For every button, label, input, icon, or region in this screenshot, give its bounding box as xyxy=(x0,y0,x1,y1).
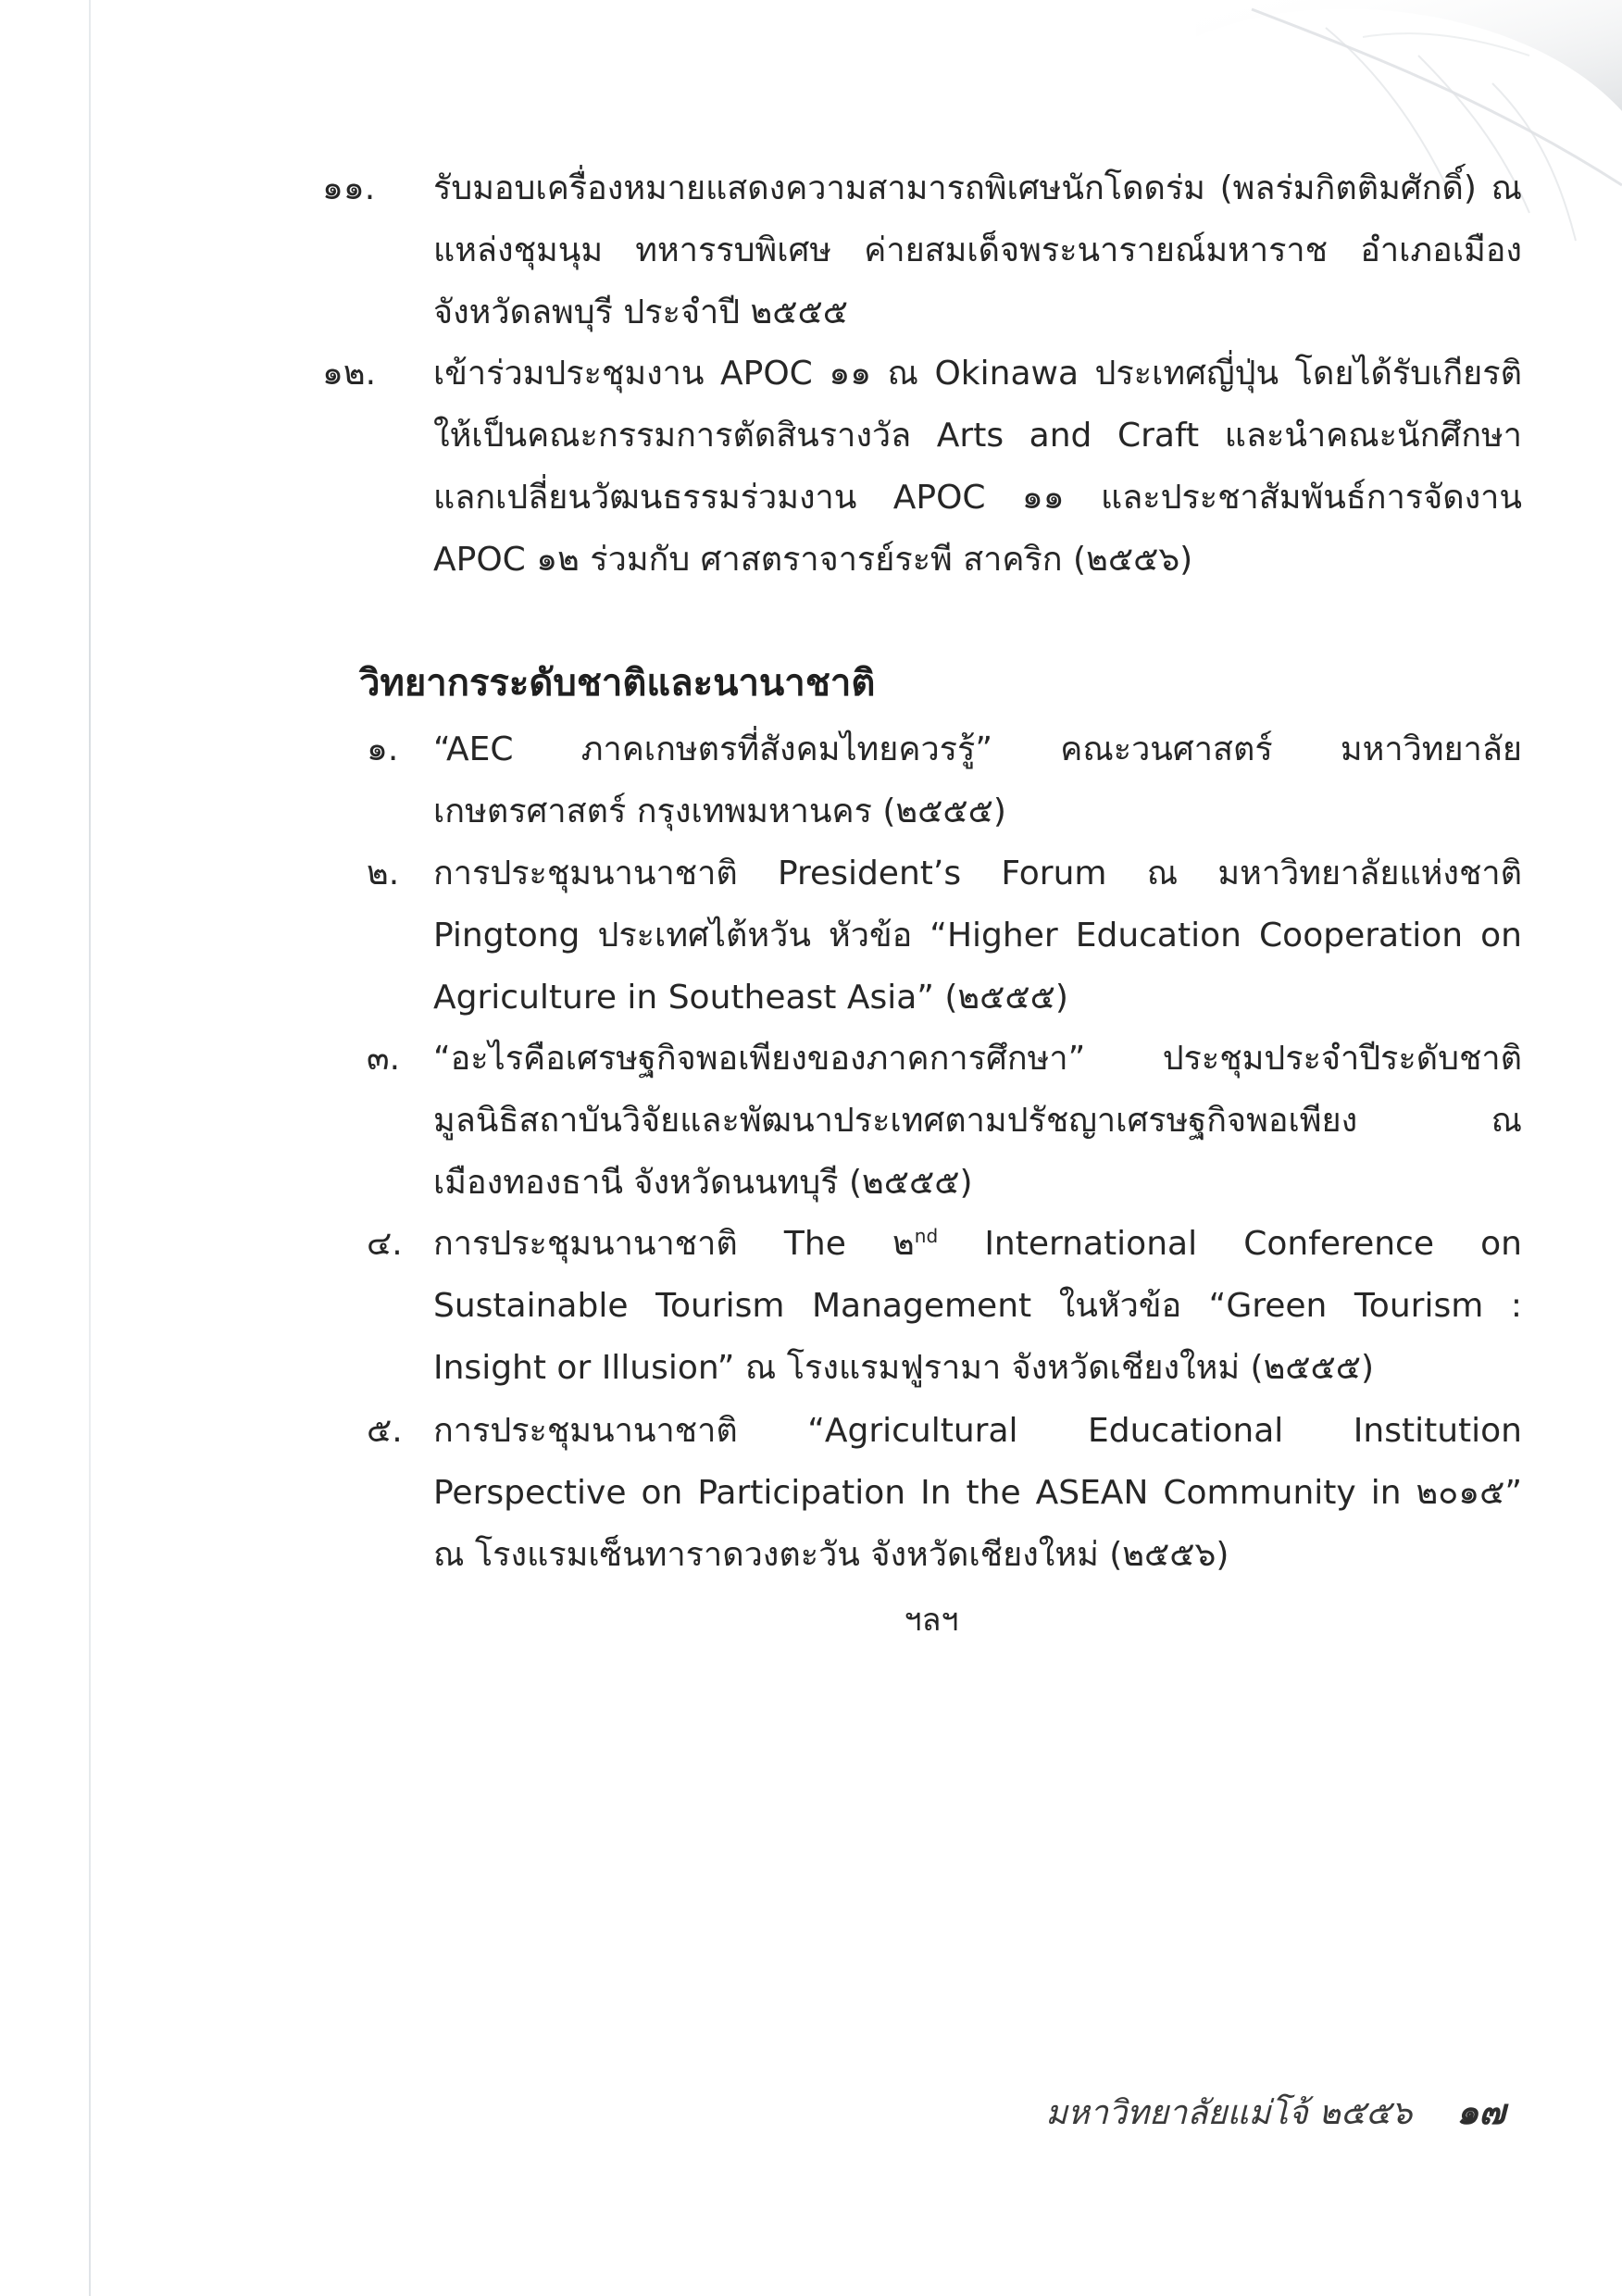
list-item-number: ๑๒. xyxy=(322,355,377,393)
list-item xyxy=(367,718,1522,842)
list-item-number: ๓. xyxy=(367,1040,401,1078)
list-item-number: ๑๑. xyxy=(322,169,376,207)
list-item-text-part: International Conference on Sustainable Tourism Management ในหัวข้อ “Green Tourism : Insight or Illusion” ณ โรงแรมฟูรามา จังหวัดเชียงใหม่ (๒๕๕๕) xyxy=(433,1225,1522,1387)
list-item-text: เข้าร่วมประชุมงาน APOC ๑๑ ณ Okinawa ประเทศญี่ปุ่น โดยได้รับเกียรติให้เป็นคณะกรรมการตัดสินรางวัล Arts and Craft และนำคณะนักศึกษาแลกเปลี่ยนวัฒนธรรมร่วมงาน APOC ๑๑ และประชาสัมพันธ์การจัดงาน APOC ๑๒ ร่วมกับ ศาสตราจารย์ระพี สาคริก (๒๕๕๖) xyxy=(433,355,1522,579)
section-heading: วิทยากรระดับชาติและนานาชาติ xyxy=(359,662,876,705)
list-item-text-part: การประชุมนานาชาติ The ๒ xyxy=(433,1225,915,1263)
footer-university: มหาวิทยาลัยแม่โจ้ ๒๕๕๖ xyxy=(1045,2094,1413,2132)
page-footer xyxy=(1045,2083,1505,2140)
etc-marker: ฯลฯ xyxy=(904,1602,959,1639)
list-item-text xyxy=(433,1213,1522,1399)
list-item-text: “อะไรคือเศรษฐกิจพอเพียงของภาคการศึกษา” ประชุมประจำปีระดับชาติ มูลนิธิสถาบันวิจัยและพัฒนาประเทศตามปรัชญาเศรษฐกิจพอเพียง ณ เมืองทองธานี จังหวัดนนทบุรี (๒๕๕๕) xyxy=(433,1040,1522,1202)
list-item xyxy=(367,842,1522,1029)
list-item-text: การประชุมนานาชาติ President’s Forum ณ มหาวิทยาลัยแห่งชาติ Pingtong ประเทศไต้หวัน หัวข้อ “Higher Education Cooperation on Agriculture in Southeast Asia” (๒๕๕๕) xyxy=(433,855,1522,1017)
list-item xyxy=(367,1400,1522,1586)
list-item xyxy=(322,343,1522,591)
list-item-text: การประชุมนานาชาติ “Agricultural Educational Institution Perspective on Participation In the ASEAN Community in ๒๐๑๕” ณ โรงแรมเซ็นทาราดวงตะวัน จังหวัดเชียงใหม่ (๒๕๕๖) xyxy=(433,1412,1522,1574)
list-item-text: “AEC ภาคเกษตรที่สังคมไทยควรรู้” คณะวนศาสตร์ มหาวิทยาลัยเกษตรศาสตร์ กรุงเทพมหานคร (๒๕๕๕) xyxy=(433,730,1522,830)
page-number: ๑๗ xyxy=(1456,2091,1505,2132)
list-item-number: ๕. xyxy=(367,1412,403,1450)
list-item xyxy=(367,1213,1522,1399)
list-item-number: ๒. xyxy=(367,855,400,892)
list-item-text: รับมอบเครื่องหมายแสดงความสามารถพิเศษนักโดดร่ม (พลร่มกิตติมศักดิ์) ณ แหล่งชุมนุม ทหารรบพิเศษ ค่ายสมเด็จพระนารายณ์มหาราช อำเภอเมือง จังหวัดลพบุรี ประจำปี ๒๕๕๕ xyxy=(433,169,1522,331)
list-item-number: ๔. xyxy=(367,1225,403,1263)
list-item-number: ๑. xyxy=(367,730,399,768)
list-item xyxy=(367,1028,1522,1214)
list-item xyxy=(322,157,1522,343)
ordinal-superscript: nd xyxy=(914,1225,939,1247)
